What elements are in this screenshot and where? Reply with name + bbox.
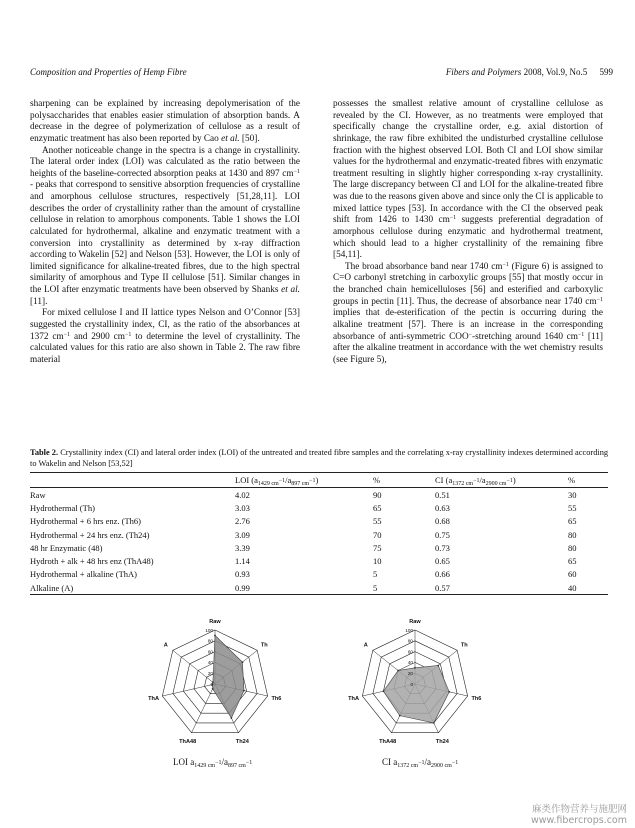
ci-percent: 80 [568,542,577,553]
radar-axis-label: ThA48 [179,738,197,745]
watermark [531,804,627,826]
radar-tick-label: 20 [207,671,213,676]
radar-data-point [243,690,245,692]
right-column [333,99,603,366]
radar-data-point [399,715,401,717]
radar-axis-label: Th [460,642,468,649]
ci-percent: 40 [568,581,608,595]
radar-tick-label: 100 [405,627,413,633]
radar-axis-label: Th6 [471,696,482,703]
radar-data-point [448,691,450,693]
ci-value: 0.73 [435,542,450,553]
table-row [30,541,608,554]
loi-percent: 65 [373,502,382,513]
header-sample [30,473,235,488]
loi-percent: 5 [373,581,435,595]
ci-percent: 30 [568,489,577,500]
radar-axis-label: A [363,642,368,649]
radar-axis-label: Th6 [271,696,282,703]
table-row [30,528,608,541]
table-header-row [30,473,608,488]
radar-spoke [192,681,215,733]
radar-axis-label: A [163,642,168,649]
watermark-url: www.fibercrops.com [530,815,627,826]
radar-tick-label: 80 [207,638,213,644]
radar-data-point [433,722,435,724]
radar-tick-label: 0 [210,681,213,687]
ci-value: 0.65 [435,556,450,567]
ci-percent: 65 [568,556,577,567]
radar-data-point [212,688,214,690]
loi-percent: 90 [373,489,382,500]
radar-series-area [383,665,449,722]
radar-data-point [214,635,216,637]
journal-name: Fibers and Polymers [445,67,522,77]
radar-tick-label: 40 [207,660,213,666]
header-ci: CI $(a_{1372 cm^{-1}}/a_{2900 cm^{-1}})$ [435,473,568,488]
page-number: 599 [599,67,613,77]
table-label: Table 2. [30,448,59,457]
running-head-title: Composition and Properties of Hemp Fibre [30,67,187,77]
radar-axis-label: ThA48 [379,738,397,745]
crystallinity-table [30,472,608,595]
ci-value: 0.68 [435,516,450,527]
left-column [30,99,300,366]
loi-value: 0.99 [235,581,373,595]
table-row [30,581,608,595]
loi-radar-caption: LOI $a_{1429 cm^{-1}}/a_{897 cm^{-1}}$ [173,757,253,769]
radar-data-point [397,670,399,672]
sample-name: Hydrothermal + 24 hrs enz. (Th24) [30,529,150,540]
journal-volume: 2008, Vol.9, No.5 [523,67,588,77]
loi-percent: 10 [373,556,382,567]
loi-value: 1.14 [235,556,250,567]
ci-value: 0.63 [435,502,450,513]
radar-series-area [212,635,244,718]
radar-axis-label: ThA [348,696,360,703]
header-loi: LOI $(a_{1429 cm^{-1}}/a_{897 cm^{-1}})$ [235,473,373,488]
loi-percent: 70 [373,529,382,540]
ci-percent: 80 [568,529,577,540]
header-ci-percent: % [568,473,608,488]
paragraph: possesses the smallest relative amount of crystalline cellulose as revealed by the CI. However, as no treatments were employed that specifically change the crystalline order, e.g. axial distortion of shrinkage, the raw fibre exhibited the undisturbed crystalline cellulose fraction with the highest observed LOI. Both CI and LOI show similar values for the hydrothermal and enzymatic-treated fibres with enzymatic treatment resulting in slightly higher corresponding x-ray crystallinity. The large discrepancy between CI and LOI for the alkaline-treated fibre was due to the reasons given above and since only the CI is applicable to mixed lattice types [53]. In accordance with the CI the observed peak shift from 1426 to 1430 $cm^{-1}$ suggests preferential degradation of amorphous cellulose during enzymatic and hydrothermal treatment, which should lead to a higher crystallinity of the remaining fibre [54,11]. [333,99,603,261]
ci-radar-caption: CI $a_{1372 cm^{-1}}/a_{2900 cm^{-1}}$ [382,757,459,769]
ci-percent: 55 [568,502,577,513]
sample-name: 48 hr Enzymatic (48) [30,542,103,553]
table-row [30,501,608,514]
ci-percent: 65 [568,516,577,527]
radar-axis-label: ThA [148,696,160,703]
loi-value: 4.02 [235,489,250,500]
table-row [30,568,608,581]
sample-name: Hydroth + alk + 48 hrs enz (ThA48) [30,556,154,567]
paragraph: The broad absorbance band near 1740 $cm^{-1}$ (Figure 6) is assigned to C=O carbonyl stretching in carboxylic groups [55] that mostly occur in the branched chain hemicelluloses [56] and esterified and carboxylic groups in pectin [11]. Thus, the decrease of absorbance near 1740 $cm^{-1}$ implies that de-esterification of the pectin is occurring during the alkaline treatment [57]. There is an increase in the corresponding absorbance of anti-symmetric COO−-stretching around 1640 $cm^{-1}$ [11] after the alkaline treatment in accordance with the wet chemistry results (see Figure 5), [333,261,604,365]
loi-percent: 55 [373,516,382,527]
radar-axis-label: Th [260,642,268,649]
paragraph: sharpening can be explained by increasing depolymerisation of the polysaccharides that enables easier stimulation of absorption bands. A decrease in the degree of polymerization of cellulose as a result of enzymatic treatment has also been reported by Cao et al. [50]. [30,99,300,144]
running-head-journal [446,67,613,77]
radar-tick-label: 0 [410,681,413,687]
loi-radar-chart [140,608,290,758]
sample-name: Hydrothermal (Th) [30,502,95,513]
paragraph: For mixed cellulose I and II lattice types Nelson and O’Connor [53] suggested the crystallinity index, CI, as the ratio of the absorbances at 1372 $cm^{-1}$ and 2900 $cm^{-1}$ to determine the level of crystallinity. The calculated values for this ratio are also shown in Table 2. The raw fibre material [30,308,300,365]
ci-value: 0.66 [435,569,450,580]
watermark-chinese: 麻类作物营养与施肥网 [531,804,627,815]
table-row [30,554,608,567]
loi-value: 3.03 [235,502,250,513]
sample-name: Raw [30,489,46,500]
radar-data-point [242,661,244,663]
radar-tick-label: 20 [407,671,413,676]
loi-value: 2.76 [235,516,250,527]
radar-axis-label: Raw [209,619,221,625]
loi-percent: 75 [373,542,382,553]
radar-data-point [231,717,233,719]
ci-radar-chart [340,608,490,758]
loi-percent: 5 [373,569,378,580]
radar-data-point [414,667,416,669]
header-loi-percent: % [373,473,435,488]
table-caption: Table 2. Crystallinity index (CI) and lateral order index (LOI) of the untreated and treated fibre samples and the correlating x-ray crystallinity indexes determined according to Wakelin and Nelson [53,52] [30,448,609,468]
radar-tick-label: 80 [407,638,413,644]
ci-value: 0.57 [435,581,568,595]
radar-tick-label: 60 [407,649,413,655]
sample-name: Alkaline (A) [30,581,235,595]
sample-name: Hydrothermal + 6 hrs enz. (Th6) [30,516,142,527]
ci-value: 0.51 [435,489,450,500]
radar-axis-label: Th24 [435,738,449,745]
radar-data-point [383,690,385,692]
loi-value: 3.09 [235,529,250,540]
radar-tick-label: 60 [207,649,213,655]
radar-data-point [437,665,439,667]
sample-name: Hydrothermal + alkaline (ThA) [30,569,137,580]
radar-tick-label: 40 [407,660,413,666]
table-row [30,515,608,528]
loi-value: 3.39 [235,542,250,553]
ci-value: 0.75 [435,529,450,540]
paragraph: Another noticeable change in the spectra is a change in crystallinity. The lateral order index (LOI) was calculated as the ratio between the heights of the baseline-corrected absorption peaks at 1430 and 897 $cm^{-1}$ - peaks that correspond to sensitive absorption frequencies of crystalline and amorphous cellulose structures, respectively [51,28,11]. LOI describes the order of crystallinity rather than the amount of crystalline cellulose in relation to amorphous components. Table 1 shows the LOI calculated for hydrothermal, alkaline and enzymatic treatment with a conversion into crystallinity as determined by x-ray diffraction according to Wakelin [52] and Nelson [53]. However, the LOI is only of limited significance for alkaline-treated fibres, due to the high spectral similarity of amorphous and Type II cellulose [51]. Similar changes in the LOI after enzymatic treatments have been observed by Shanks et al. [11]. [30,145,300,307]
radar-axis-label: Raw [409,619,421,625]
ci-percent: 60 [568,569,577,580]
loi-value: 0.93 [235,569,250,580]
table-row [30,488,608,502]
radar-axis-label: Th24 [235,738,249,745]
radar-tick-label: 100 [205,627,213,633]
